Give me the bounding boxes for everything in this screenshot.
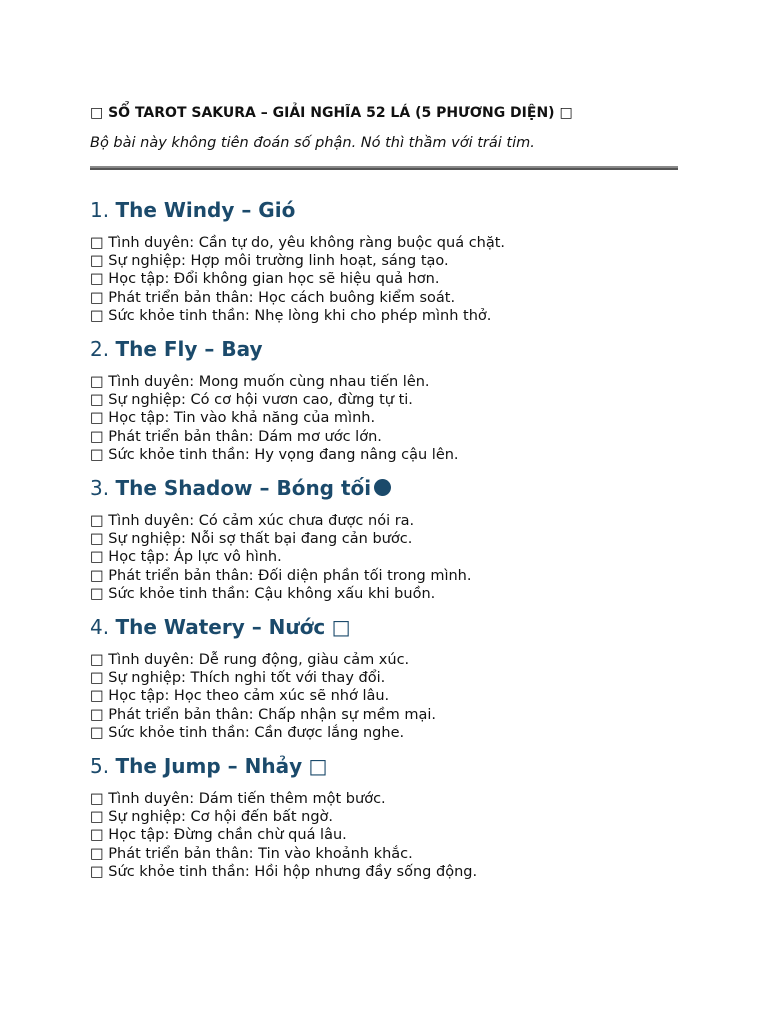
- card-heading: [90, 336, 680, 362]
- aspect-line: □ Tình duyên: Có cảm xúc chưa được nói ra.: [90, 513, 415, 530]
- aspect-line: □ Tình duyên: Dám tiến thêm một bước.: [90, 791, 386, 808]
- aspect-line: □ Sức khỏe tinh thần: Hồi hộp nhưng đầy sống động.: [90, 863, 478, 880]
- aspect-line: □ Tình duyên: Cần tự do, yêu không ràng buộc quá chặt.: [90, 235, 506, 251]
- aspect-line: □ Sức khỏe tinh thần: Nhẹ lòng khi cho phép mình thở.: [90, 307, 492, 324]
- aspect-line: □ Học tập: Đổi không gian học sẽ hiệu quả hơn.: [90, 271, 440, 288]
- card-heading: [90, 614, 680, 640]
- aspect-line: □ Học tập: Đừng chần chừ quá lâu.: [90, 827, 347, 844]
- card-section: [90, 475, 680, 603]
- aspect-line: □ Phát triển bản thân: Học cách buông kiểm soát.: [90, 289, 456, 306]
- card-list: [90, 197, 680, 881]
- document-title: □ SỔ TAROT SAKURA – GIẢI NGHĨA 52 LÁ (5 PHƯƠNG DIỆN) □: [90, 105, 573, 121]
- card-number: 2.: [90, 337, 110, 362]
- aspect-line: □ Phát triển bản thân: Chấp nhận sự mềm mại.: [90, 706, 437, 723]
- aspect-line: □ Sự nghiệp: Thích nghi tốt với thay đổi.: [90, 670, 386, 687]
- aspect-line: □ Sự nghiệp: Cơ hội đến bất ngờ.: [90, 809, 334, 826]
- aspect-line: □ Tình duyên: Dễ rung động, giàu cảm xúc.: [90, 652, 410, 669]
- card-heading: [90, 753, 680, 779]
- aspect-line: □ Học tập: Tin vào khả năng của mình.: [90, 410, 376, 427]
- card-heading: [90, 475, 680, 501]
- aspect-line: □ Sức khỏe tinh thần: Hy vọng đang nâng cậu lên.: [90, 446, 459, 463]
- card-number: 1.: [90, 198, 110, 222]
- card-name: The Windy – Gió: [115, 198, 296, 222]
- dark-circle-icon: [374, 479, 391, 496]
- aspect-line: □ Phát triển bản thân: Tin vào khoảnh khắc.: [90, 845, 413, 862]
- aspect-line: □ Sự nghiệp: Có cơ hội vươn cao, đừng tự ti.: [90, 392, 413, 409]
- aspect-line: □ Học tập: Học theo cảm xúc sẽ nhớ lâu.: [90, 688, 390, 705]
- card-section: [90, 197, 680, 325]
- aspect-line: □ Sự nghiệp: Nỗi sợ thất bại đang cản bước.: [90, 531, 413, 548]
- card-name: The Jump – Nhảy: [115, 754, 303, 779]
- horizontal-rule: [90, 166, 678, 170]
- card-number: 3.: [90, 476, 110, 501]
- missing-glyph-icon: □: [331, 615, 351, 640]
- aspect-line: □ Sức khỏe tinh thần: Cần được lắng nghe.: [90, 724, 405, 741]
- aspect-line: □ Sức khỏe tinh thần: Cậu không xấu khi buồn.: [90, 585, 436, 602]
- card-section: [90, 614, 680, 742]
- missing-glyph-icon: □: [308, 754, 328, 779]
- aspect-line: □ Học tập: Áp lực vô hình.: [90, 549, 282, 566]
- card-section: [90, 753, 680, 881]
- aspect-line: □ Phát triển bản thân: Dám mơ ước lớn.: [90, 428, 382, 445]
- aspect-line: □ Phát triển bản thân: Đối diện phần tối trong mình.: [90, 567, 472, 584]
- document-subtitle: Bộ bài này không tiên đoán số phận. Nó thì thầm với trái tim.: [90, 135, 535, 151]
- card-number: 4.: [90, 615, 110, 640]
- document-content: [90, 101, 680, 892]
- aspect-line: □ Sự nghiệp: Hợp môi trường linh hoạt, sáng tạo.: [90, 253, 449, 270]
- card-name: The Shadow – Bóng tối: [115, 476, 372, 501]
- card-name: The Fly – Bay: [115, 337, 263, 362]
- card-number: 5.: [90, 754, 110, 779]
- aspect-line: □ Tình duyên: Mong muốn cùng nhau tiến lên.: [90, 374, 430, 391]
- card-section: [90, 336, 680, 464]
- card-name: The Watery – Nước: [115, 615, 326, 640]
- card-heading: [90, 197, 680, 223]
